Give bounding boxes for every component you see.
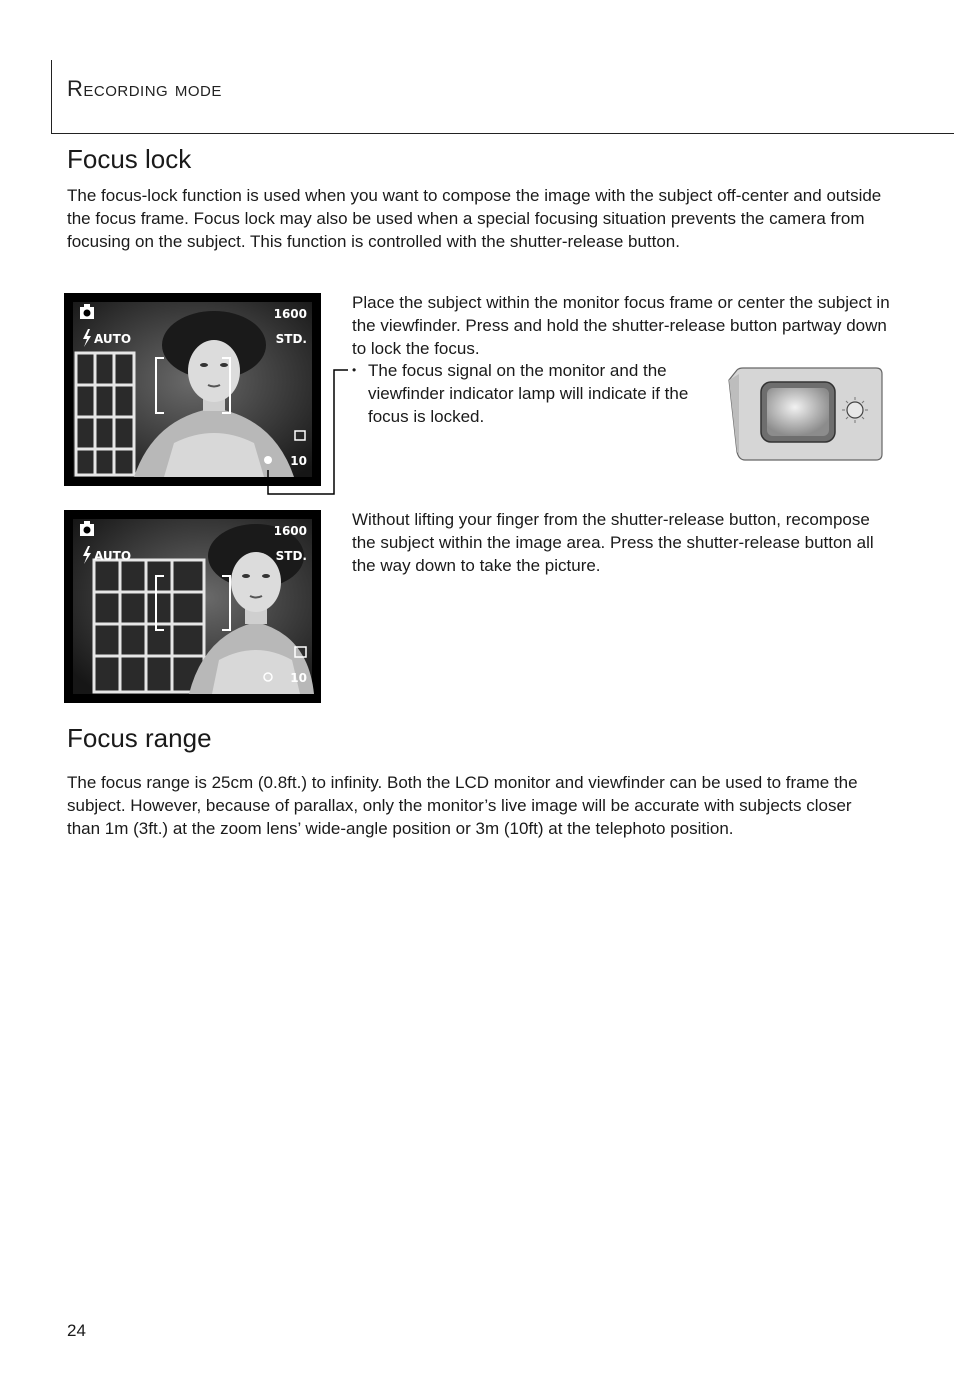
step-1-text: Place the subject within the monitor focus frame or center the subject in the viewfinder. Press and hold the shutter-release button partway down to lock the focus.: [352, 293, 890, 358]
focus-lock-title: Focus lock: [67, 144, 192, 174]
image-size-label: 1600: [273, 524, 307, 538]
focus-lock-intro: The focus-lock function is used when you want to compose the image with the subject off-center and outside the focus frame. Focus lock may also be used when a special focusing situation prevents the camera from focusing on the subject. This function is controlled with the shutter-release button.: [67, 186, 882, 251]
focus-range-title: Focus range: [67, 723, 212, 753]
step-1-bullet: [352, 359, 712, 428]
lcd-screen-recomposed: [64, 510, 321, 703]
image-quality-label: STD.: [275, 332, 307, 346]
frame-counter: 10: [290, 671, 307, 685]
step-2-text: Without lifting your finger from the shutter-release button, recompose the subject within the image area. Press the shutter-release button all the way down to take the picture.: [352, 510, 874, 575]
window-pane-photo: [94, 560, 204, 692]
bullet-icon: •: [352, 363, 357, 377]
focus-range-body: The focus range is 25cm (0.8ft.) to infinity. Both the LCD monitor and viewfinder can be used to frame the subject. However, because of parallax, only the monitor’s live image will be accurate with subjects closer than 1m (3ft.) at the zoom lens’ wide-angle position or 3m (10ft) at the telephoto position.: [67, 773, 858, 838]
page-number: 24: [67, 1321, 86, 1340]
step-1-bullet-text: The focus signal on the monitor and the viewfinder indicator lamp will indicate if the focus is locked.: [368, 361, 689, 426]
section-label: Recording mode: [67, 76, 222, 101]
viewfinder-illustration: [727, 366, 885, 464]
image-size-label: 1600: [273, 307, 307, 321]
frame-counter: 10: [290, 454, 307, 468]
flash-mode-label: AUTO: [94, 549, 132, 563]
image-quality-label: STD.: [275, 549, 307, 563]
flash-mode-label: AUTO: [94, 332, 132, 346]
